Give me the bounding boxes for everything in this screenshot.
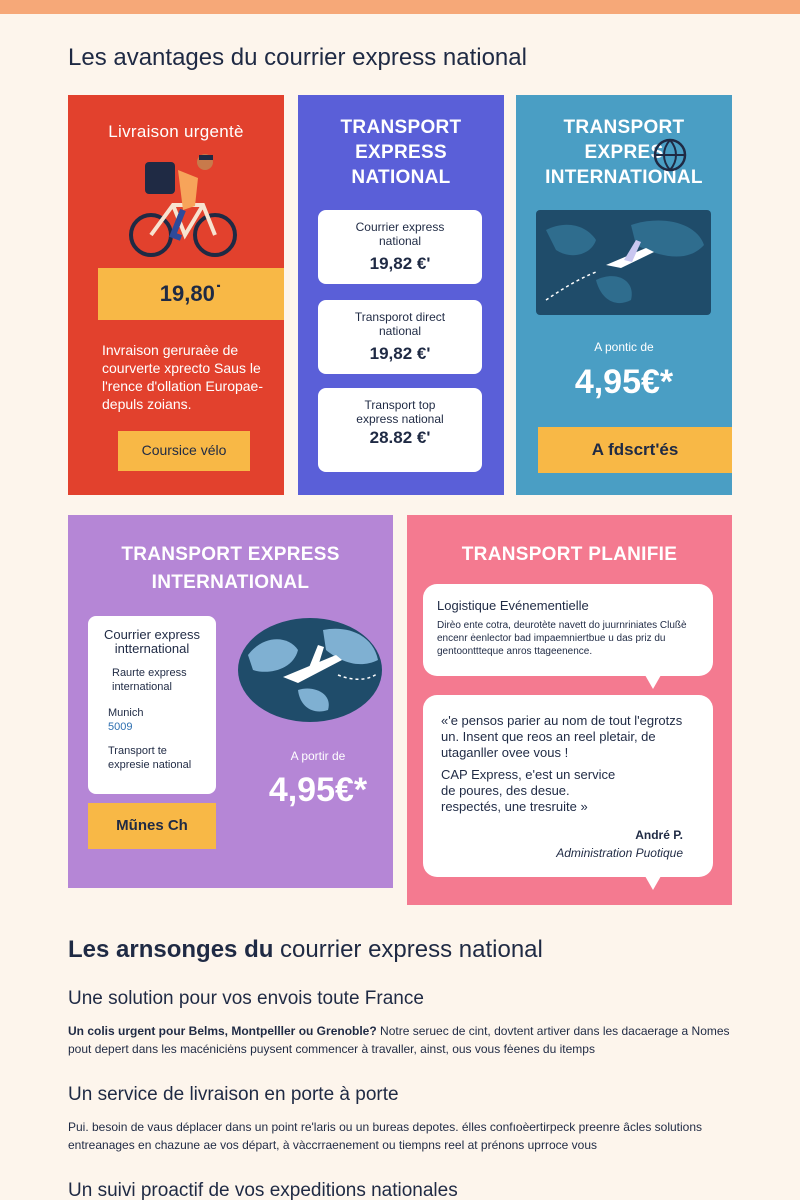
block-text-bold: Un colis urgent pour Belms, Montpelller ou Grenoble?	[68, 1024, 377, 1038]
price-box-value: 19,82 €'	[369, 344, 431, 363]
top-accent-bar	[0, 0, 800, 14]
bubble-tail	[645, 675, 661, 689]
card-description: Invraison geruraèe de courverte xprecto Saus le l'rence d'ollation Europae-depuls zoians.	[102, 342, 263, 412]
price-box-label: Transporot direct national	[354, 310, 446, 338]
event-logistics-bubble	[423, 584, 713, 676]
service-list-item: Raurte express international	[112, 667, 187, 693]
title-line: TRANSPORT EXPRESS	[121, 544, 340, 565]
section-title-bold: Les arnsonges du	[68, 936, 274, 963]
price-value: 4,95€*	[268, 771, 368, 809]
price-box-label: Courrier express national	[355, 220, 445, 248]
testimonial-quote: «'e pensos parier au nom de tout l'egrotzs un. Insent que reos an reel pletair, de utaganller ovee vous !	[441, 713, 683, 760]
bubble-title: Logistique Evénementielle	[437, 598, 589, 613]
cyclist-icon	[123, 150, 243, 260]
service-list-box	[88, 616, 216, 794]
card-title: TRANSPORT PLANIFIE	[461, 544, 678, 565]
card-express-international-2	[68, 515, 393, 888]
block-text-france	[68, 1022, 738, 1058]
title-line: TRANSPORT	[563, 117, 685, 138]
card-express-national	[298, 95, 504, 495]
bubble-tail	[645, 876, 661, 890]
card-title: Livraison urgentè	[108, 122, 244, 141]
price-box-label: Transport top express national	[356, 398, 444, 426]
service-list-title: Courrier express intternational	[103, 627, 201, 656]
card-title	[68, 541, 393, 597]
block-title-tracking: Un suivi proactif de vos expeditions nationales	[68, 1180, 458, 1200]
globe-icon	[652, 137, 688, 173]
title-line: INTERNATIONAL	[151, 572, 310, 593]
price-box-direct[interactable]	[318, 300, 482, 374]
bubble-text: Dirèo ente cotra, deurotète navett do juurnriniates Clußè encenr ėenlector bad impaemniertbue u das priz du gentoonttteque anros ttageenence.	[437, 620, 687, 657]
testimonial-bubble	[423, 695, 713, 877]
service-list-item: 5009	[108, 721, 133, 733]
card-title	[516, 115, 732, 190]
price-box-value: 28.82 €'	[369, 428, 431, 447]
munich-button[interactable]: Mũnes Ch	[88, 803, 216, 849]
block-text: Notre seruec de cint, dovtent artiver dans les dacaerage a Nomes pout depert dans les macéniciėns puysent commencer à travaller, ainst, ous vous fėenes du itemps	[68, 1024, 730, 1056]
section-title-arnsonges	[68, 936, 543, 964]
title-line: EXPRESS	[355, 142, 447, 163]
price-box-value: 19,82 €'	[369, 254, 431, 273]
block-text-door-to-door: Pui. besoin de vaus déplacer dans un point re'laris ou un bureas depotes. élles confıoèertirpeck preenre âcles solutions entreanages en chazune ae vos départ, à vàccrraenement ou tiempns reel at prénons uprroce vous	[68, 1120, 703, 1152]
block-title-france: Une solution pour vos envois toute France	[68, 988, 424, 1009]
airplane-map-image	[536, 210, 711, 315]
from-label: A portir de	[290, 749, 346, 763]
from-label: A pontic de	[594, 340, 654, 354]
testimonial-author: André P.	[635, 828, 683, 842]
price-box-top-express[interactable]	[318, 388, 482, 472]
bike-courier-button[interactable]: Coursice vélo	[118, 431, 250, 471]
block-title-door-to-door: Un service de livraison en porte à porte	[68, 1084, 399, 1105]
title-line: NATIONAL	[351, 167, 451, 188]
testimonial-quote-2: CAP Express, e'est un service de poures, des desue. respectés, une tresruite »	[441, 767, 616, 814]
section-title-advantages: Les avantages du courrier express national	[68, 44, 527, 71]
title-line: INTERNATIONAL	[545, 167, 703, 188]
globe-airplane-image	[238, 615, 383, 725]
service-list-item: Munich	[108, 707, 144, 719]
title-line: EXPRES	[584, 142, 664, 163]
card-express-international	[516, 95, 732, 495]
section-title-rest: courrier express national	[273, 936, 543, 963]
card-title	[298, 115, 504, 190]
price-box-courier[interactable]	[318, 210, 482, 284]
service-list-item: Transport te expresie national	[108, 745, 192, 771]
price-bar: 19,80˙	[98, 268, 284, 320]
card-planned-transport	[407, 515, 732, 905]
price-value: 4,95€*	[574, 363, 674, 401]
title-line: TRANSPORT	[340, 117, 462, 138]
subscribe-button[interactable]: A fdscrt'és	[538, 427, 732, 473]
testimonial-role: Administration Puotique	[556, 846, 683, 860]
card-urgent-delivery	[68, 95, 284, 495]
